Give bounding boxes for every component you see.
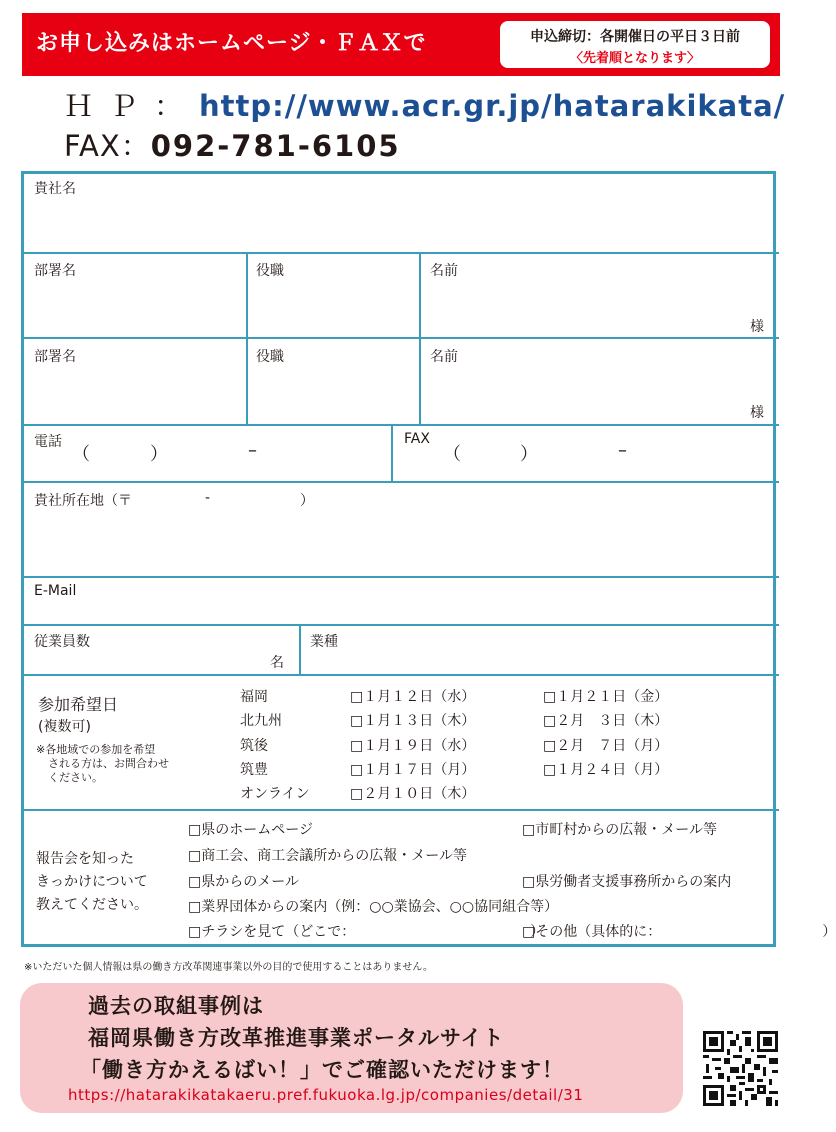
- banner-title: お申し込みはホームページ・ＦＡＸで: [36, 31, 427, 56]
- row-divider: [24, 252, 779, 254]
- fax-field-label: FAX: [404, 431, 430, 447]
- date-checkbox[interactable]: □１月１９日（水）: [350, 738, 476, 754]
- region-label: オンライン: [240, 786, 310, 802]
- participation-title: 参加希望日: [38, 695, 119, 714]
- address-zip-dash: -: [205, 490, 211, 506]
- date-checkbox[interactable]: □２月１０日（木）: [350, 786, 476, 802]
- row-divider: [24, 337, 779, 339]
- date-checkbox[interactable]: □２月 ３日（木）: [543, 713, 669, 729]
- col-divider: [419, 252, 421, 424]
- deadline-note: 〈先着順となります〉: [569, 51, 700, 66]
- honorific-label: 様: [750, 319, 764, 335]
- department-field[interactable]: [30, 280, 240, 332]
- promo-line: 福岡県働き方改革推進事業ポータルサイト: [88, 1026, 505, 1050]
- source-checkbox[interactable]: □その他（具体的に： ）: [522, 924, 836, 940]
- region-label: 筑豊: [240, 762, 268, 778]
- row-divider: [24, 481, 779, 483]
- fax-paren-close: ）: [520, 444, 538, 465]
- date-checkbox[interactable]: □１月２１日（金）: [543, 689, 669, 705]
- employees-label: 従業員数: [34, 634, 90, 650]
- homepage-link[interactable]: http://www.acr.gr.jp/hatarakikata/: [199, 89, 786, 123]
- participation-subtitle: (複数可): [38, 719, 91, 735]
- date-checkbox[interactable]: □１月２４日（月）: [543, 762, 669, 778]
- row-divider: [24, 809, 779, 811]
- qr-code-icon: [703, 1031, 778, 1106]
- department-label: 部署名: [34, 263, 76, 279]
- participation-note: ※各地域での参加を希望: [36, 743, 156, 756]
- fax-field[interactable]: [398, 446, 770, 476]
- address-paren-close: ）: [300, 493, 314, 509]
- date-checkbox[interactable]: □１月１２日（水）: [350, 689, 476, 705]
- phone-label: 電話: [34, 434, 62, 450]
- row-divider: [24, 624, 779, 626]
- name-label: 名前: [430, 263, 458, 279]
- trigger-question: きっかけについて: [36, 874, 148, 890]
- promo-line: 過去の取組事例は: [88, 994, 264, 1018]
- email-label: E-Mail: [34, 583, 77, 599]
- region-label: 福岡: [240, 689, 268, 705]
- name-label: 名前: [430, 349, 458, 365]
- fax-paren-open: （: [443, 444, 461, 465]
- promo-line: 「働き方かえるばい！」でご確認いただけます！: [80, 1058, 564, 1082]
- source-checkbox[interactable]: □商工会、商工会議所からの広報・メール等: [188, 848, 467, 864]
- row-divider: [24, 424, 779, 426]
- homepage-line: [64, 84, 785, 125]
- region-label: 北九州: [240, 713, 282, 729]
- col-divider: [299, 624, 301, 674]
- department-label: 部署名: [34, 349, 76, 365]
- date-checkbox[interactable]: □２月 ７日（月）: [543, 738, 669, 754]
- phone-paren-open: （: [72, 444, 90, 465]
- fax-line: [64, 124, 401, 165]
- participation-note: ください。: [48, 771, 103, 784]
- position-field[interactable]: [252, 366, 414, 418]
- fax-dash: –: [618, 440, 627, 461]
- source-checkbox[interactable]: □市町村からの広報・メール等: [522, 822, 717, 838]
- date-checkbox[interactable]: □１月１７日（月）: [350, 762, 476, 778]
- homepage-label: ＨＰ：: [64, 89, 200, 123]
- employees-unit: 名: [270, 655, 284, 671]
- row-divider: [24, 674, 779, 676]
- participation-note: される方は、お問合わせ: [48, 757, 169, 770]
- position-field[interactable]: [252, 280, 414, 332]
- col-divider: [391, 424, 393, 481]
- industry-field[interactable]: [306, 652, 771, 670]
- source-checkbox[interactable]: □県労働者支援事務所からの案内: [522, 874, 732, 890]
- privacy-note: ※いただいた個人情報は県の働き方改革関連事業以外の目的で使用することはありません。: [24, 962, 433, 973]
- promo-box: [20, 983, 683, 1113]
- name-field[interactable]: [426, 280, 741, 332]
- address-field[interactable]: [30, 512, 770, 572]
- date-checkbox[interactable]: □１月１３日（木）: [350, 713, 476, 729]
- company-name-label: 貴社名: [34, 181, 76, 197]
- honorific-label: 様: [750, 405, 764, 421]
- position-label: 役職: [256, 349, 284, 365]
- phone-paren-close: ）: [150, 444, 168, 465]
- phone-field[interactable]: [30, 446, 385, 476]
- portal-link[interactable]: https://hatarakikatakaeru.pref.fukuoka.lg.jp/companies/detail/31: [68, 1086, 584, 1104]
- source-checkbox[interactable]: □業界団体からの案内（例：○○業協会、○○協同組合等）: [188, 899, 559, 915]
- company-name-field[interactable]: [30, 198, 770, 248]
- industry-label: 業種: [310, 634, 338, 650]
- source-checkbox[interactable]: □チラシを見て（どこで： ）: [188, 924, 545, 940]
- trigger-question: 教えてください。: [36, 897, 148, 913]
- source-checkbox[interactable]: □県からのメール: [188, 874, 299, 890]
- name-field[interactable]: [426, 366, 741, 418]
- address-label: 貴社所在地（〒: [34, 493, 132, 509]
- deadline-text: 申込締切：各開催日の平日３日前: [530, 29, 740, 45]
- region-label: 筑後: [240, 738, 268, 754]
- email-field[interactable]: [100, 582, 770, 620]
- phone-dash: –: [248, 440, 257, 461]
- employees-field[interactable]: [120, 630, 265, 670]
- deadline-box: [500, 21, 770, 68]
- trigger-question: 報告会を知った: [36, 851, 134, 867]
- row-divider: [24, 576, 779, 578]
- source-checkbox[interactable]: □県のホームページ: [188, 822, 313, 838]
- position-label: 役職: [256, 263, 284, 279]
- fax-number: 092-781-6105: [150, 129, 401, 163]
- col-divider: [246, 252, 248, 424]
- fax-label: FAX：: [64, 129, 151, 163]
- department-field[interactable]: [30, 366, 240, 418]
